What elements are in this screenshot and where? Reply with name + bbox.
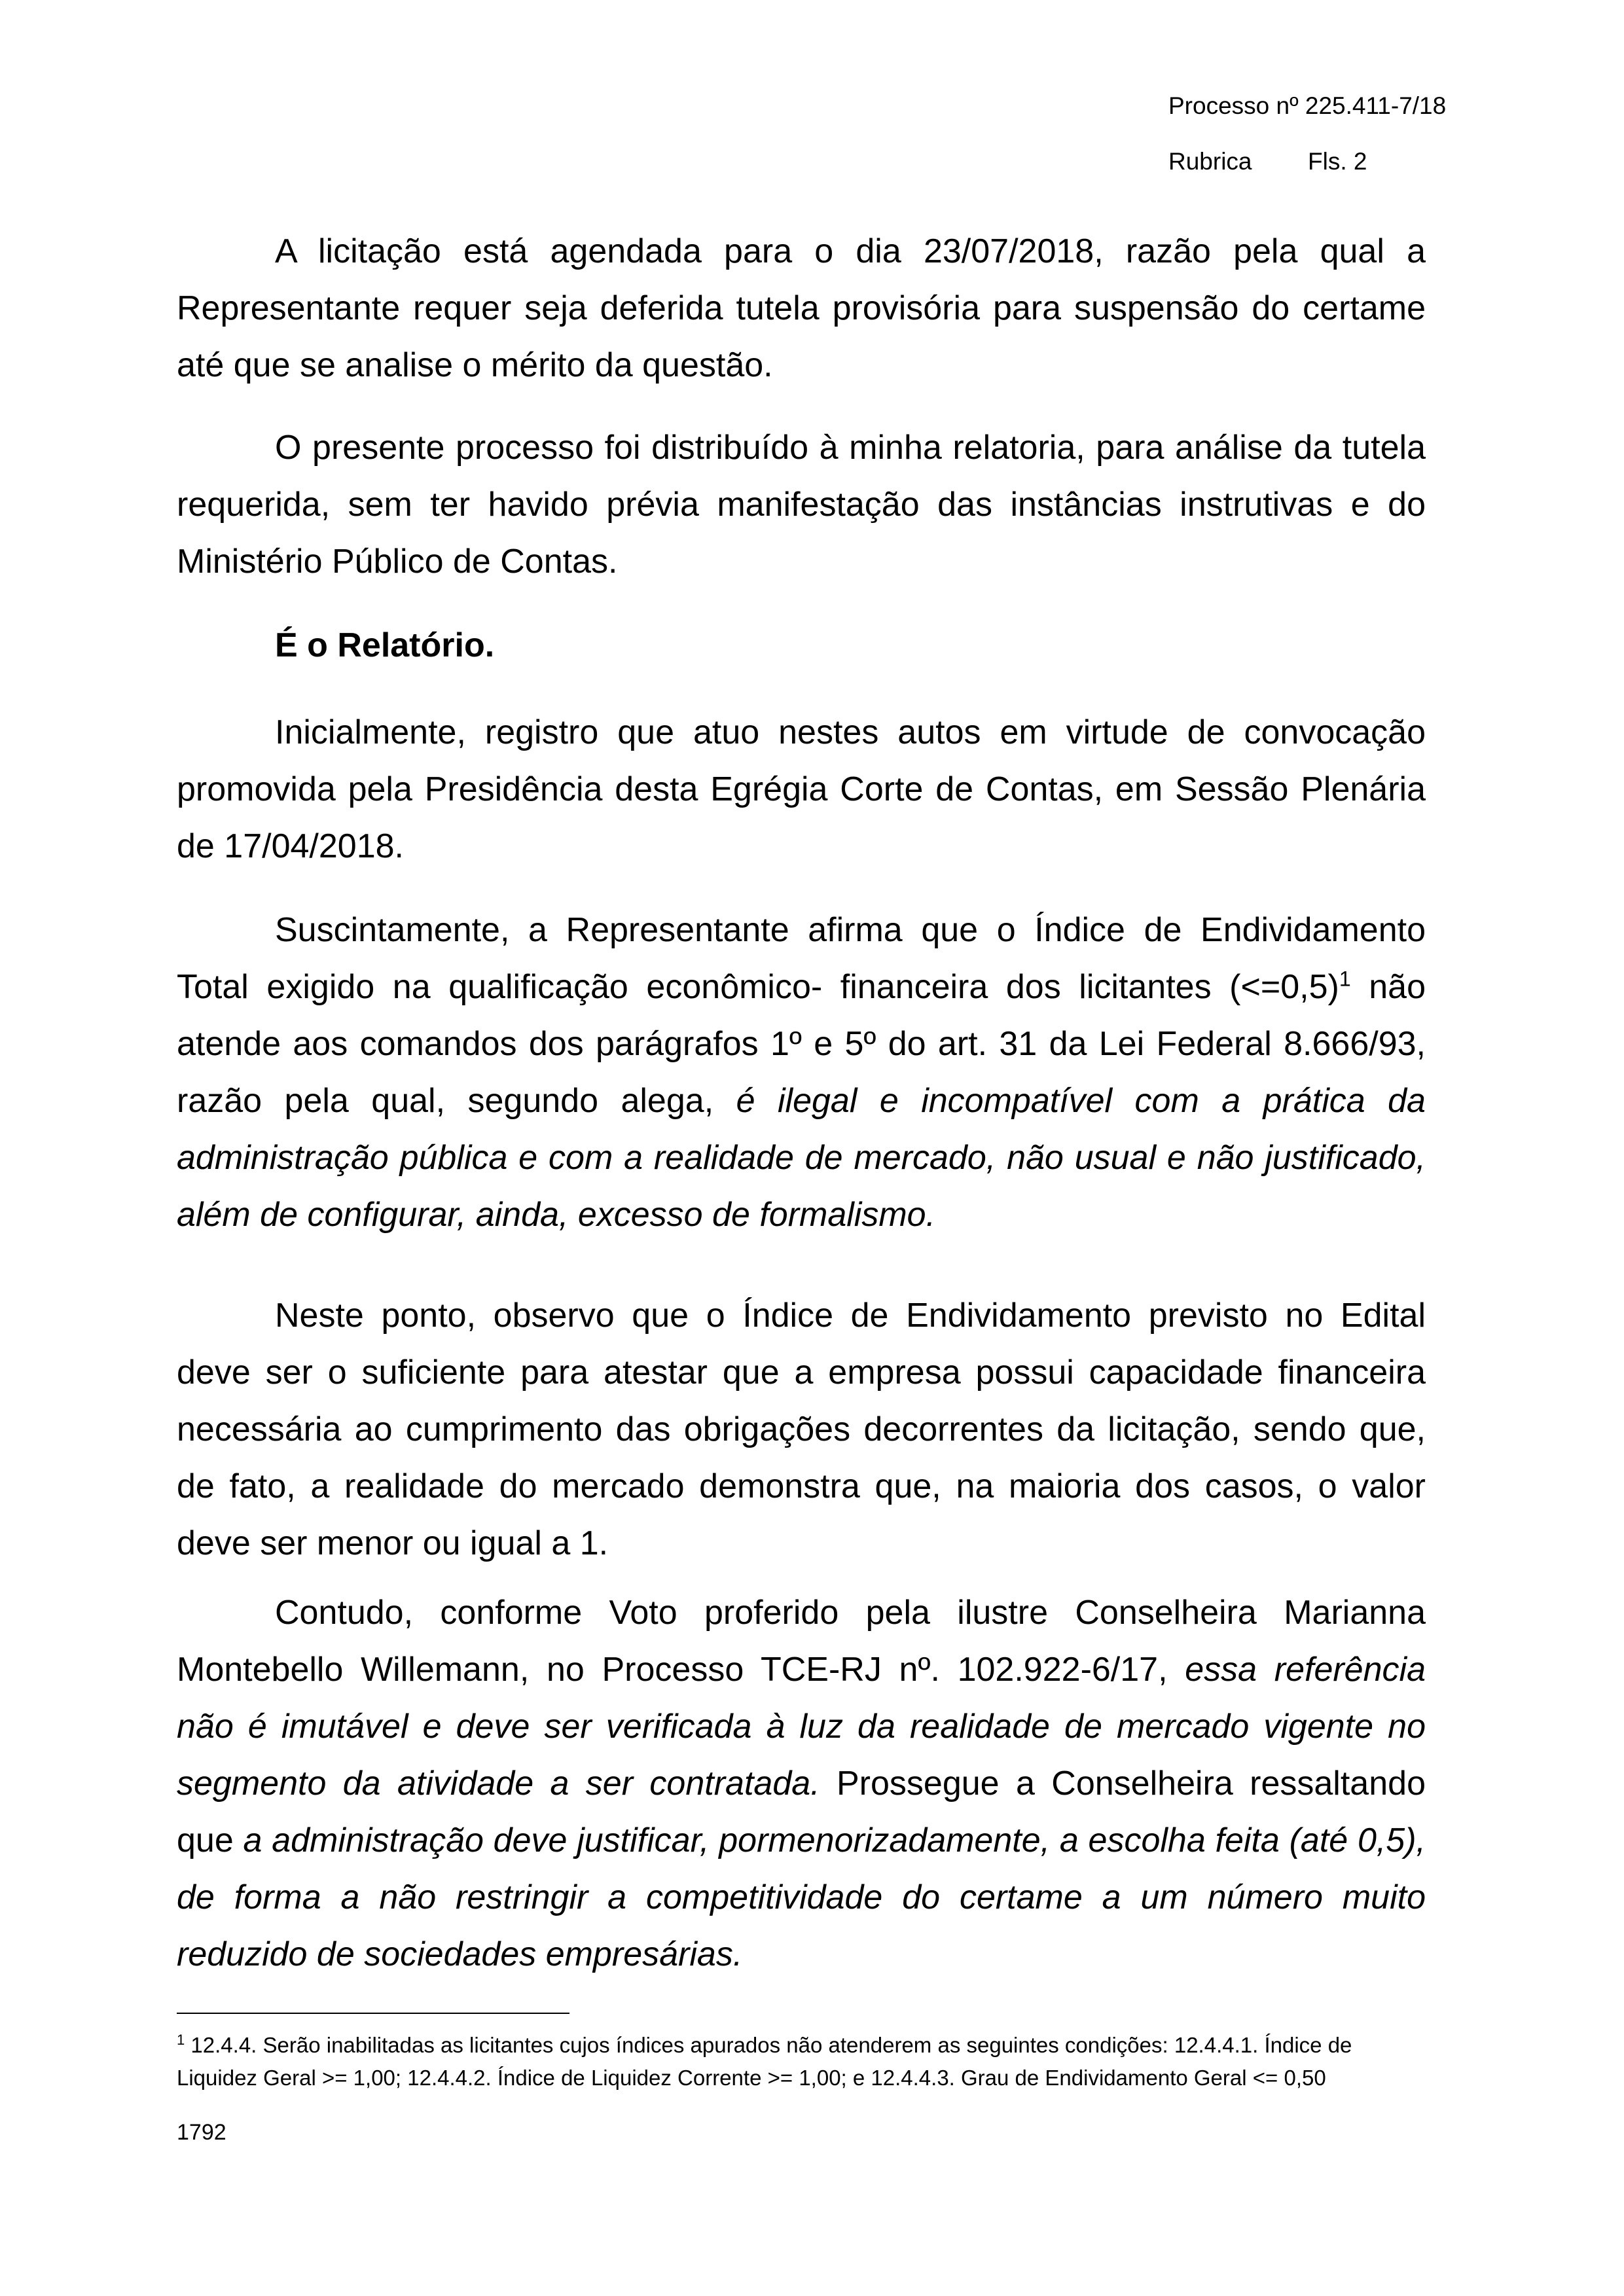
- text-segment: Prossegue a Conselheira ressaltando que: [177, 1765, 1426, 1859]
- paragraph-convocacao: Inicialmente, registro que atuo nestes autos em virtude de convocação promovida pela Presidência desta Egrégia Corte de Contas, em Sessão Plenária de 17/04/2018.: [177, 713, 1426, 865]
- italic-quote: é ilegal e incompatível com a prática da administração pública e com a realidade de mercado, não usual e não justificado, além de configurar, ainda, excesso de formalismo.: [177, 1082, 1426, 1234]
- text-segment: não atende aos comandos dos parágrafos 1º e 5º do art. 31 da Lei Federal 8.666/93, razão pela qual, segundo alega,: [177, 968, 1426, 1120]
- page-folio: Fls. 2: [1308, 148, 1367, 175]
- footnote: [177, 2029, 1426, 2094]
- italic-quote: essa referência não é imutável e deve ser verificada à luz da realidade de mercado vigente no segmento da atividade a ser contratada.: [177, 1651, 1426, 1803]
- paragraph-licitacao: A licitação está agendada para o dia 23/07/2018, razão pela qual a Representante requer seja deferida tutela provisória para suspensão do certame até que se analise o mérito da questão.: [177, 232, 1426, 384]
- rubrica-label: Rubrica: [1168, 148, 1252, 175]
- process-number: Processo nº 225.411-7/18: [1168, 92, 1447, 119]
- text-segment: Contudo, conforme Voto proferido pela ilustre Conselheira Marianna Montebello Willemann, no Processo TCE-RJ nº. 102.922-6/17,: [177, 1594, 1426, 1689]
- footnote-separator: [177, 2013, 569, 2014]
- paragraph-contudo: [177, 1585, 1426, 1983]
- italic-quote: a administração deve justificar, pormenorizadamente, a escolha feita (até 0,5), de forma a não restringir a competitividade do certame a um número muito reduzido de sociedades empresárias.: [177, 1821, 1426, 1973]
- text-segment: Suscintamente, a Representante afirma que o Índice de Endividamento Total exigido na qualificação econômico- financeira dos licitantes (<=0,5): [177, 911, 1426, 1006]
- page-number: 1792: [177, 2120, 226, 2145]
- paragraph-neste-ponto: Neste ponto, observo que o Índice de Endividamento previsto no Edital deve ser o suficiente para atestar que a empresa possui capacidade financeira necessária ao cumprimento das obrigações decorrentes da licitação, sendo que, de fato, a realidade do mercado demonstra que, na maioria dos casos, o valor deve ser menor ou igual a 1.: [177, 1297, 1426, 1562]
- footnote-marker: 1: [177, 2032, 185, 2048]
- paragraph-processo-distribuido: O presente processo foi distribuído à minha relatoria, para análise da tutela requerida, sem ter havido prévia manifestação das instâncias instrutivas e do Ministério Público de Contas.: [177, 429, 1426, 581]
- section-heading-relatorio: É o Relatório.: [275, 626, 495, 664]
- footnote-text: 12.4.4. Serão inabilitadas as licitantes cujos índices apurados não atenderem as seguintes condições: 12.4.4.1. Índice de Liquidez Geral >= 1,00; 12.4.4.2. Índice de Liquidez Corrente >= 1,00; e 12.4.4.3. Grau de Endividamento Geral <= 0,50: [177, 2033, 1352, 2090]
- footnote-reference: 1: [1339, 967, 1351, 991]
- paragraph-representante-afirma: [177, 902, 1426, 1244]
